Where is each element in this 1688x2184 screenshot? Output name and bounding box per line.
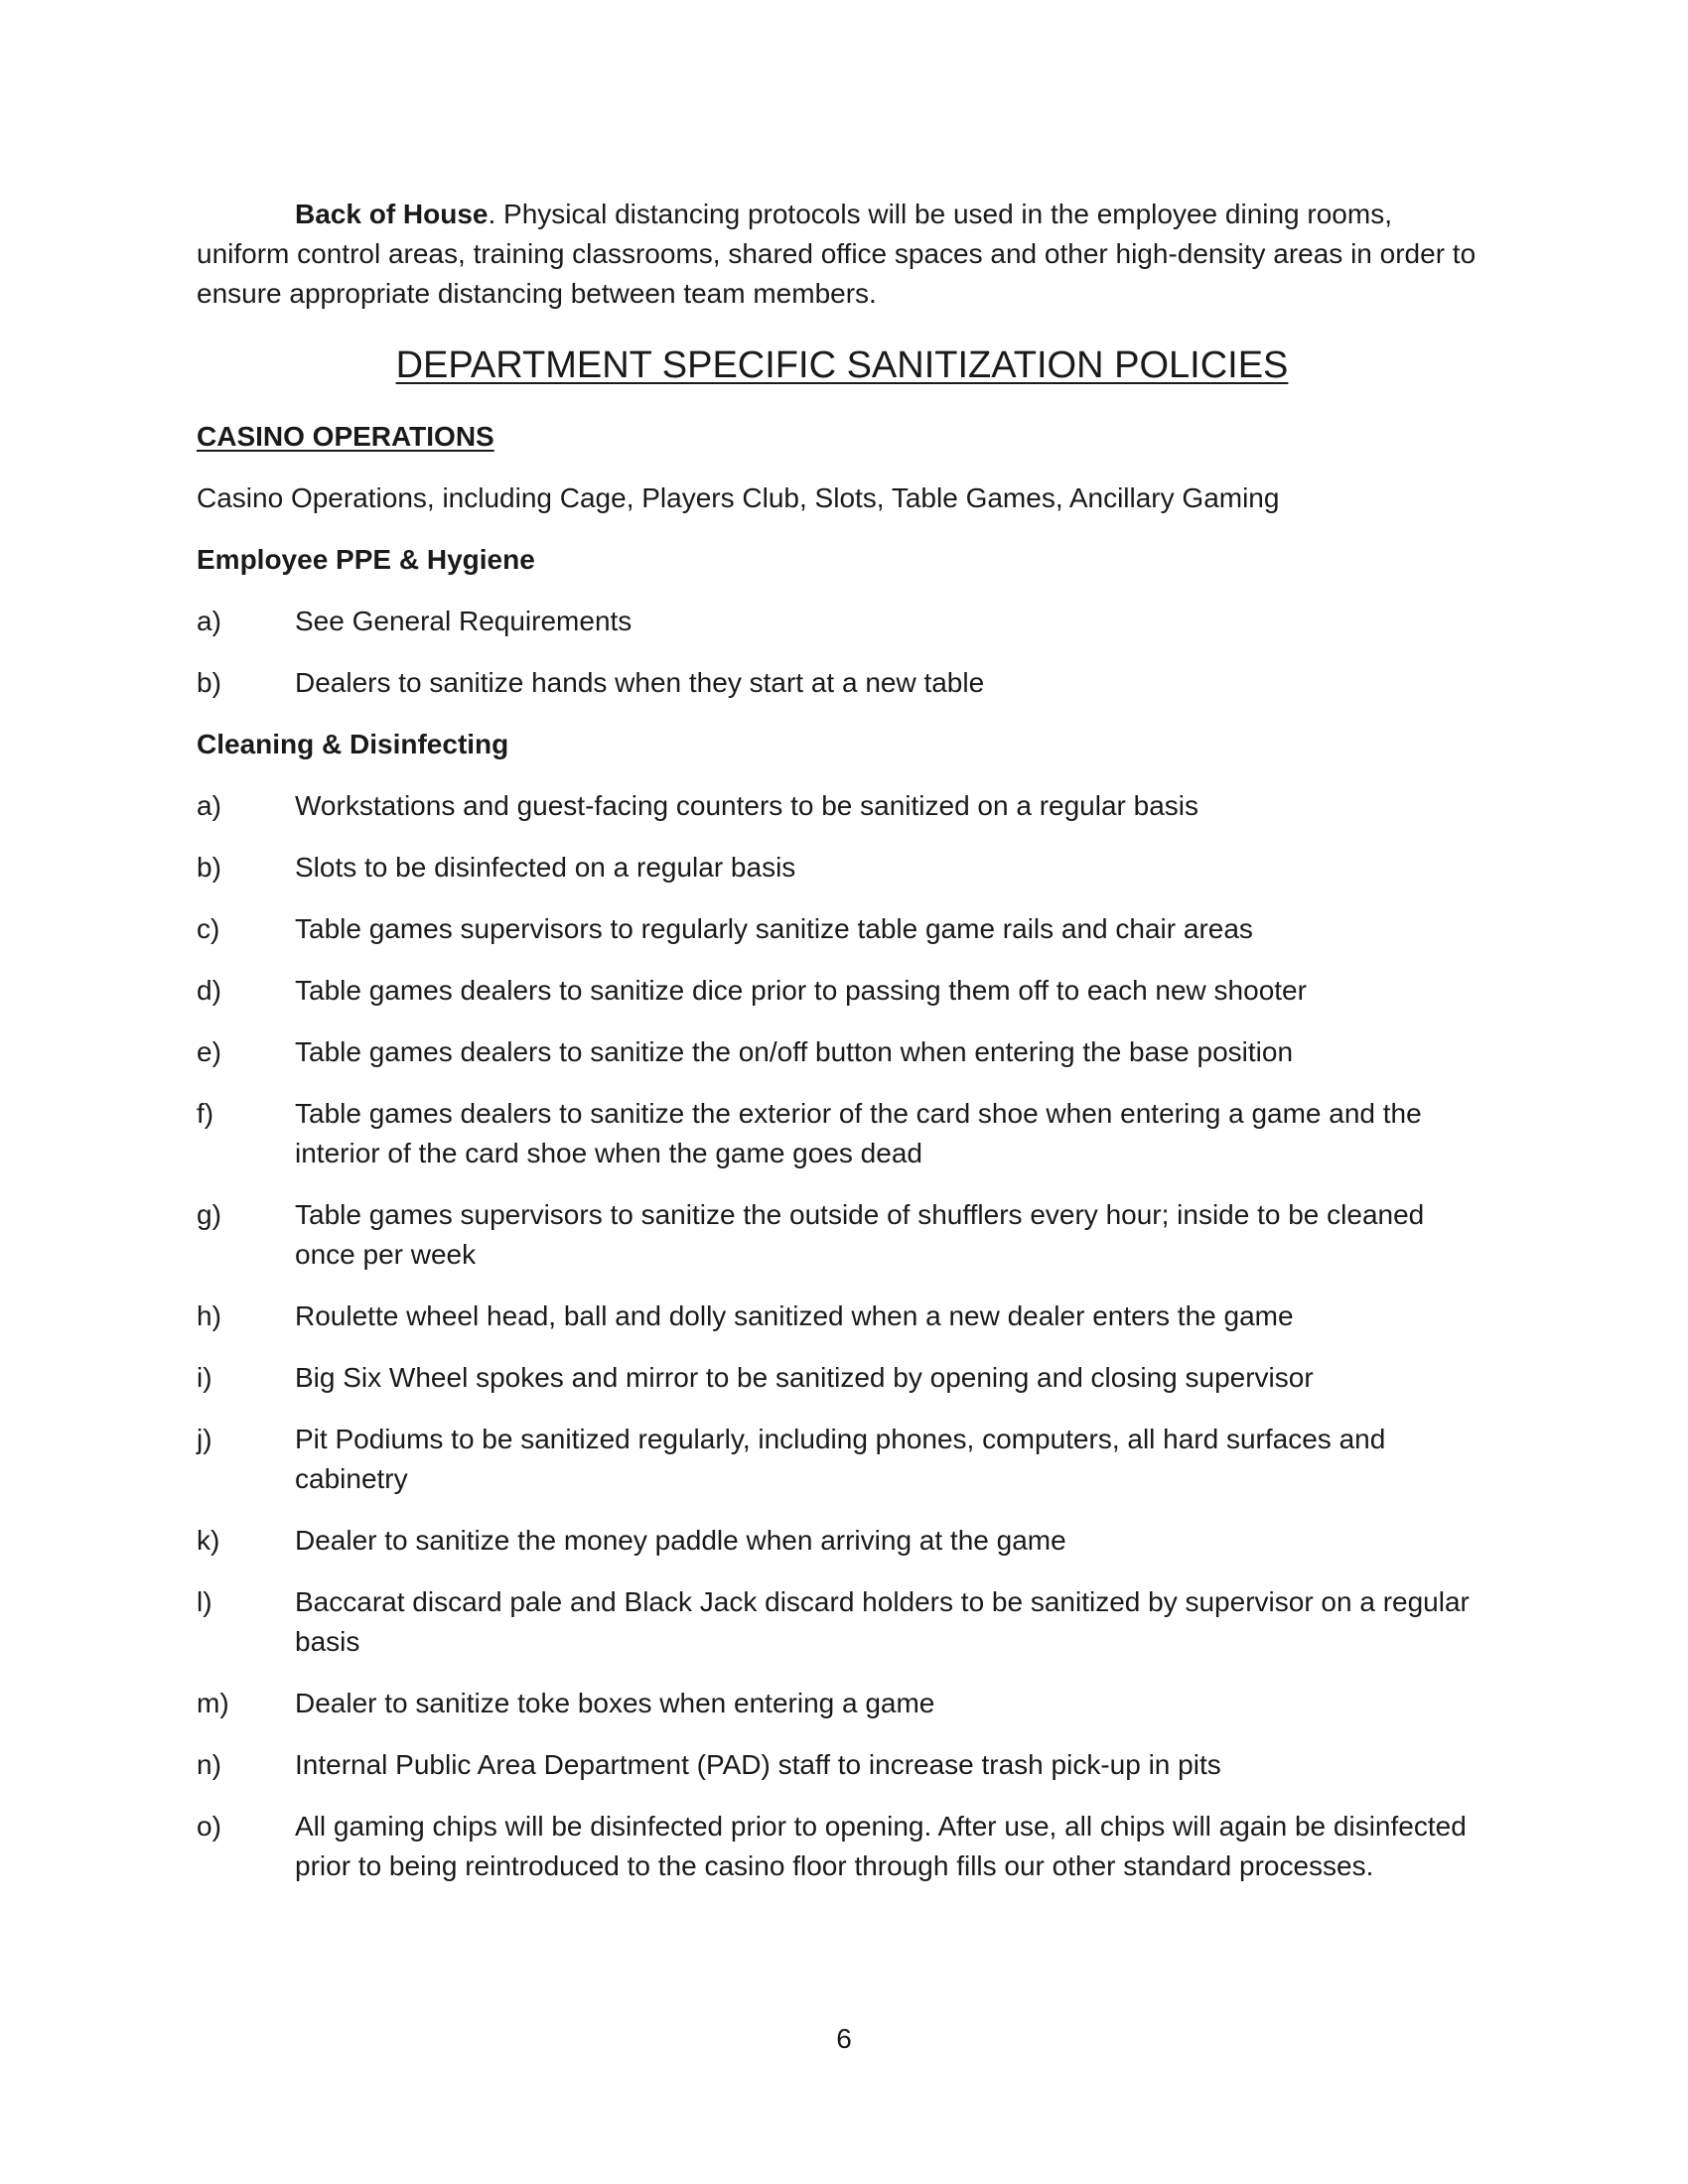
cleaning-heading: Cleaning & Disinfecting [197, 729, 509, 759]
item-text: Pit Podiums to be sanitized regularly, including phones, computers, all hard surfaces and cabinetry [295, 1424, 1386, 1494]
item-text: Roulette wheel head, ball and dolly sanitized when a new dealer enters the game [295, 1300, 1294, 1331]
section-description: Casino Operations, including Cage, Players Club, Slots, Table Games, Ancillary Gaming [197, 482, 1280, 513]
item-text: Dealer to sanitize toke boxes when entering a game [295, 1688, 935, 1718]
item-letter: j) [197, 1424, 212, 1454]
item-letter: h) [197, 1300, 221, 1331]
item-letter: g) [197, 1199, 221, 1230]
item-text: All gaming chips will be disinfected prior to opening. After use, all chips will again be disinfected prior to being reintroduced to the casino floor through fills our other standard processes. [295, 1811, 1467, 1881]
item-letter: f) [197, 1098, 214, 1129]
list-item [197, 1420, 1487, 1499]
list-item [197, 1032, 1487, 1072]
list-item [197, 786, 1487, 826]
item-letter: e) [197, 1036, 221, 1067]
item-letter: i) [197, 1362, 212, 1393]
item-text: Internal Public Area Department (PAD) staff to increase trash pick-up in pits [295, 1749, 1221, 1780]
item-text: Table games supervisors to sanitize the outside of shufflers every hour; inside to be cleaned once per week [295, 1199, 1425, 1270]
page-number: 6 [836, 2023, 852, 2054]
ppe-list [197, 602, 1487, 703]
item-letter: d) [197, 975, 221, 1006]
page-content [197, 195, 1487, 1886]
item-text: Big Six Wheel spokes and mirror to be sanitized by opening and closing supervisor [295, 1362, 1314, 1393]
page-title: DEPARTMENT SPECIFIC SANITIZATION POLICIES [395, 344, 1289, 386]
list-item [197, 848, 1487, 887]
ppe-heading: Employee PPE & Hygiene [197, 544, 535, 575]
item-letter: c) [197, 913, 220, 944]
list-item [197, 1745, 1487, 1785]
item-letter: k) [197, 1525, 220, 1556]
item-text: Table games dealers to sanitize dice prior to passing them off to each new shooter [295, 975, 1307, 1006]
item-letter: a) [197, 790, 221, 821]
item-letter: b) [197, 667, 221, 698]
intro-paragraph [197, 195, 1487, 314]
list-item [197, 909, 1487, 949]
list-item [197, 1684, 1487, 1723]
list-item [197, 971, 1487, 1011]
item-letter: m) [197, 1688, 229, 1718]
item-text: Table games dealers to sanitize the exterior of the card shoe when entering a game and the interior of the card shoe when the game goes dead [295, 1098, 1422, 1168]
list-item [197, 602, 1487, 641]
item-text: Workstations and guest-facing counters to be sanitized on a regular basis [295, 790, 1198, 821]
item-text: See General Requirements [295, 606, 633, 636]
item-text: Table games dealers to sanitize the on/off button when entering the base position [295, 1036, 1294, 1067]
intro-text: . Physical distancing protocols will be used in the employee dining rooms, uniform control areas, training classrooms, shared office spaces and other high-density areas in order to ensure appropriate distancing between team members. [197, 199, 1477, 309]
list-item [197, 1195, 1487, 1275]
list-item [197, 1094, 1487, 1173]
list-item [197, 663, 1487, 703]
item-letter: b) [197, 852, 221, 883]
item-letter: n) [197, 1749, 221, 1780]
item-letter: a) [197, 606, 221, 636]
list-item [197, 1297, 1487, 1336]
item-text: Slots to be disinfected on a regular basis [295, 852, 796, 883]
item-text: Dealers to sanitize hands when they start at a new table [295, 667, 985, 698]
item-letter: o) [197, 1811, 221, 1842]
cleaning-list [197, 786, 1487, 1886]
item-letter: l) [197, 1586, 212, 1617]
item-text: Table games supervisors to regularly sanitize table game rails and chair areas [295, 913, 1253, 944]
list-item [197, 1358, 1487, 1398]
list-item [197, 1582, 1487, 1662]
item-text: Dealer to sanitize the money paddle when arriving at the game [295, 1525, 1066, 1556]
list-item [197, 1807, 1487, 1886]
list-item [197, 1521, 1487, 1561]
item-text: Baccarat discard pale and Black Jack discard holders to be sanitized by supervisor on a regular basis [295, 1586, 1470, 1657]
section-title: CASINO OPERATIONS [197, 421, 494, 452]
intro-lead: Back of House [295, 199, 489, 229]
